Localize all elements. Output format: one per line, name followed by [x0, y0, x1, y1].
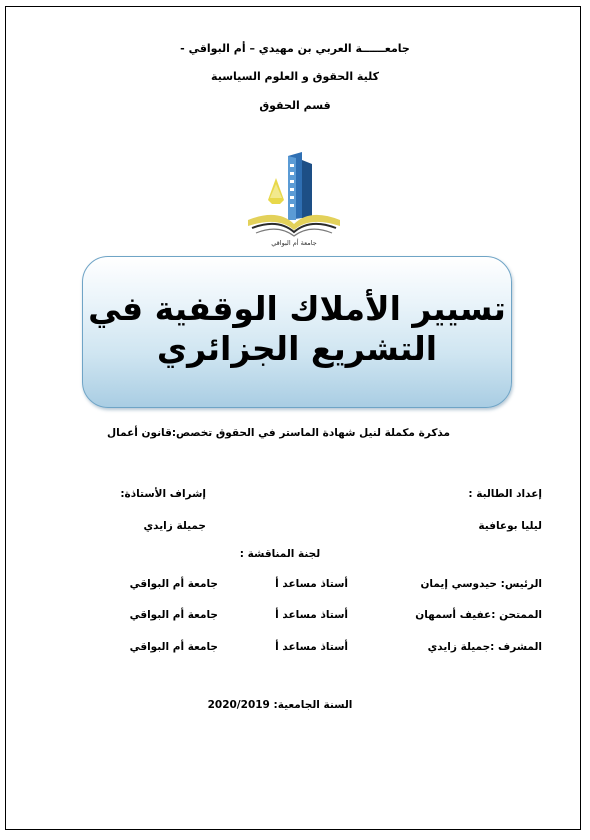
- committee-member-role: المشرف :جميلة زايدي: [427, 641, 542, 653]
- committee-member-rank: أستاذ مساعد أ: [275, 578, 348, 590]
- committee-heading: لجنة المناقشة :: [239, 548, 321, 560]
- university-name: جامعــــــة العربي بن مهيدي – أم البواقي -: [180, 42, 410, 55]
- faculty-name: كلية الحقوق و العلوم السياسية: [211, 70, 379, 83]
- supervisor-label: إشراف الأستاذة:: [120, 488, 206, 500]
- logo-caption: جامعة أم البواقي: [271, 239, 317, 247]
- university-logo: [238, 148, 350, 248]
- committee-member-role: الممتحن :عفيف أسمهان: [415, 609, 542, 621]
- committee-member-institution: جامعة أم البواقي: [129, 578, 218, 590]
- supervisor-name: جميلة زايدي: [143, 520, 206, 532]
- committee-member-rank: أستاذ مساعد أ: [275, 641, 348, 653]
- thesis-title-line-2: التشريع الجزائري: [156, 328, 438, 368]
- department-name: قسم الحقوق: [259, 99, 331, 112]
- committee-member-rank: أستاذ مساعد أ: [275, 609, 348, 621]
- student-label: إعداد الطالبة :: [468, 488, 542, 500]
- committee-member-role: الرئيس: حيدوسي إيمان: [420, 578, 542, 590]
- committee-member-institution: جامعة أم البواقي: [129, 609, 218, 621]
- committee-member-institution: جامعة أم البواقي: [129, 641, 218, 653]
- thesis-title-line-1: تسيير الأملاك الوقفية في: [88, 289, 506, 328]
- title-box: [82, 256, 512, 408]
- thesis-subtitle: مذكرة مكملة لنيل شهادة الماستر في الحقوق تخصص:قانون أعمال: [107, 427, 450, 439]
- student-name: ليليا بوعافية: [478, 520, 542, 532]
- academic-year: السنة الجامعية: 2020/2019: [207, 699, 353, 711]
